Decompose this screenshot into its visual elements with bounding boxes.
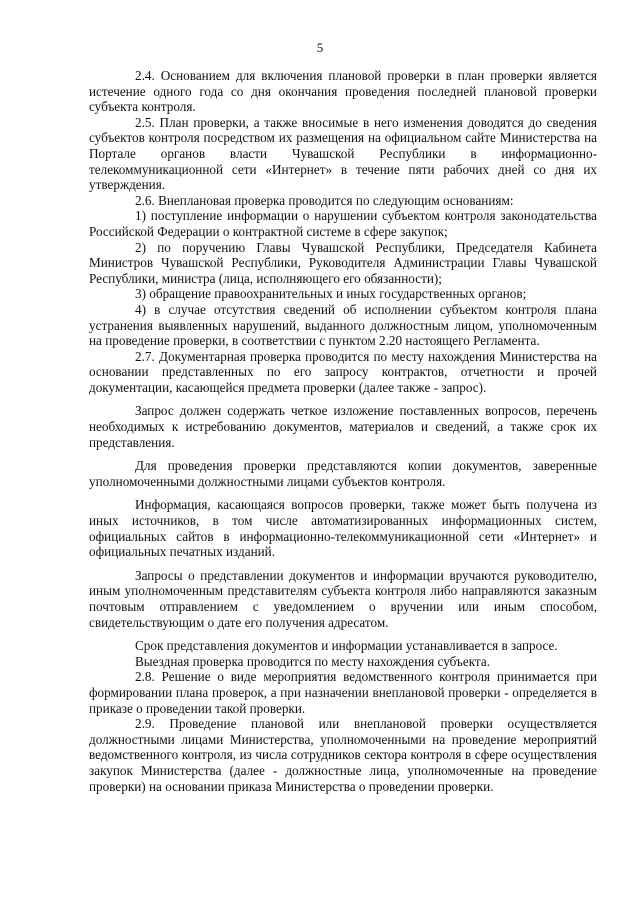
list-item-4: 4) в случае отсутствия сведений об исполнении субъектом контроля плана устранения выявленных нарушений, выданного должностным лицом, уполномоченным на проведение проверки, в соответствии с пунктом 2.20 настоящего Регламента. bbox=[89, 301, 597, 349]
list-item-1: 1) поступление информации о нарушении субъектом контроля законодательства Российской Федерации о контрактной системе в сфере закупок; bbox=[89, 208, 597, 239]
paragraph-2-4: 2.4. Основанием для включения плановой проверки в план проверки является истечение одного года со дня окончания проведения последней плановой проверки субъекта контроля. bbox=[89, 68, 597, 115]
paragraph-request-content: Запрос должен содержать четкое изложение поставленных вопросов, перечень необходимых к истребованию документов, материалов и сведений, а также срок их представления. bbox=[89, 403, 597, 450]
list-item-3: 3) обращение правоохранительных и иных государственных органов; bbox=[135, 286, 527, 302]
list-item-2: 2) по поручению Главы Чувашской Республики, Председателя Кабинета Министров Чувашской Республики, Руководителя Администрации Главы Чувашской Республики, министра (лица, исполняющего его обязанности); bbox=[89, 239, 597, 286]
document-body bbox=[89, 68, 597, 794]
paragraph-2-9: 2.9. Проведение плановой или внеплановой проверки осуществляется должностными лицами Министерства, уполномоченными на проведение мероприятий ведомственного контроля, из числа сотрудников сектора контроля в сфере осуществления закупок Министерства (далее - должностные лица, уполномоченные на проведение проверки) на основании приказа Министерства о проведении проверки. bbox=[89, 716, 597, 794]
paragraph-2-7: 2.7. Документарная проверка проводится по месту нахождения Министерства на основании представленных по его запросу контрактов, отчетности и прочей документации, касающейся предмета проверки (далее также - запрос). bbox=[89, 348, 597, 395]
paragraph-requests-delivery: Запросы о представлении документов и информации вручаются руководителю, иным уполномоченным представителям субъекта контроля либо направляются заказным почтовым отправлением с уведомлением о вручении или иным способом, свидетельствующим о дате его получения адресатом. bbox=[89, 567, 597, 630]
paragraph-information-sources: Информация, касающаяся вопросов проверки, также может быть получена из иных источников, в том числе автоматизированных информационных систем, официальных сайтов в информационно-телекоммуникационной сети «Интернет» и официальных печатных изданий. bbox=[89, 497, 597, 560]
page-number: 5 bbox=[316, 40, 324, 55]
paragraph-2-8: 2.8. Решение о виде мероприятия ведомственного контроля принимается при формировании плана проверок, а при назначении внеплановой проверки - определяется в приказе о проведении такой проверки. bbox=[89, 669, 597, 716]
paragraph-copies: Для проведения проверки представляются копии документов, заверенные уполномоченными должностными лицами субъектов контроля. bbox=[89, 458, 597, 489]
paragraph-2-6: 2.6. Внеплановая проверка проводится по следующим основаниям: bbox=[135, 192, 514, 208]
paragraph-onsite-inspection: Выездная проверка проводится по месту нахождения субъекта. bbox=[135, 653, 491, 669]
paragraph-deadline: Срок представления документов и информации устанавливается в запросе. bbox=[135, 638, 558, 654]
paragraph-2-5: 2.5. План проверки, а также вносимые в него изменения доводятся до сведения субъектов контроля посредством их размещения на официальном сайте Министерства на Портале органов власти Чувашской Республики в информационно-телекоммуникационной сети «Интернет» в течение пяти рабочих дней со дня их утверждения. bbox=[89, 114, 597, 193]
